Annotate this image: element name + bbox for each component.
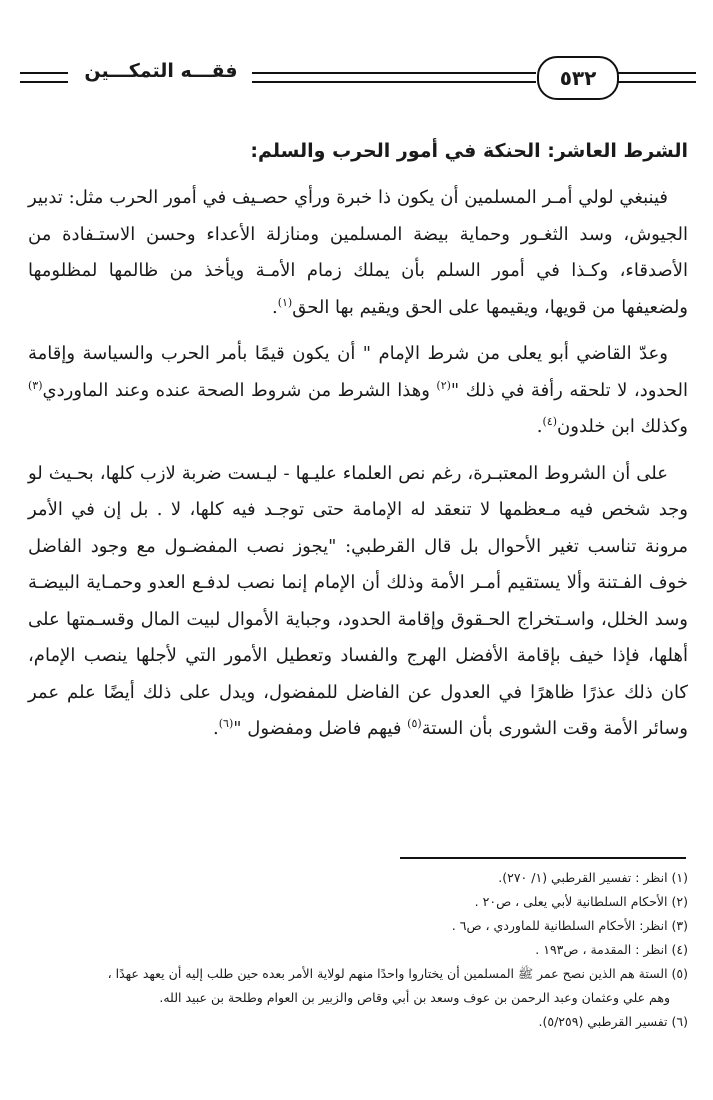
footnote-ref-4: (٤)	[542, 415, 558, 428]
paragraph-2: وعدّ القاضي أبو يعلى من شرط الإمام " أن يكون قيمًا بأمر الحرب والسياسة وإقامة الحدود، لا تلحقه رأفة في ذلك "$^{(٢)}$ وهذا الشرط من شروط الصحة عنده وعند الماوردي$^{(٣)}$ وكذلك ابن خلدون$^{(٤)}$.	[28, 343, 688, 437]
footnotes	[28, 866, 688, 1034]
section-heading: الشرط العاشر: الحنكة في أمور الحرب والسلم:	[250, 140, 688, 162]
footnote-3: (٣) انظر: الأحكام السلطانية للماوردي ، ص٦ .	[451, 918, 688, 933]
paragraph-1: فينبغي لولي أمـر المسلمين أن يكون ذا خبرة ورأي حصـيف في أمور الحرب مثل: تدبير الجيوش، وسد الثغـور وحماية بيضة المسلمين ومنازلة الأعداء وحسن الاستـفادة من الأصدقاء، وكـذا في أمور السلم بأن يملك زمام الأمـة ويأخذ من ظالمها لمظلومها ولضعيفها من قويها، ويقيمها على الحق ويقيم بها الحق$^{(١)}$.	[28, 187, 688, 318]
main-text	[28, 134, 688, 758]
footnote-1: (١) انظر : تفسير القرطبي (١/ ٢٧٠).	[498, 870, 688, 885]
footnote-5-continued: وهم علي وعثمان وعبد الرحمن بن عوف وسعد بن أبي وقاص والزبير بن العوام وطلحة بن عبيد الله.	[159, 990, 670, 1005]
footnote-2: (٢) الأحكام السلطانية لأبي يعلى ، ص٢٠ .	[474, 894, 688, 909]
paragraph-1-text: فينبغي لولي أمـر المسلمين أن يكون ذا خبرة ورأي حصـيف في أمور الحرب مثل: تدبير الجيوش، وسد الثغـور وحماية بيضة المسلمين ومنازلة الأعداء وحسن الاستـفادة من الأصدقاء، وكـذا في أمور السلم بأن يملك زمام الأمـة ويأخذ من ظالمها لمظلومها ولضعيفها من قويها، ويقيمها على الحق ويقيم بها الحق	[28, 187, 688, 318]
paragraph-2-mid2: وكذلك ابن خلدون	[557, 416, 688, 437]
footnote-ref-2: (٢)	[436, 378, 451, 392]
paragraph-3-text: على أن الشروط المعتبـرة، رغم نص العلماء عليـها - ليـست ضربة لازب كلها، بحـيث لو وجد شخص فيه مـعظمها لا تنعقد له الإمامة حتى توجـد فيه كلها، لا . بل إن في الأمر مرونة تناسب تغير الأحوال بل قال القرطبي: "يجوز نصب المفضـول مع وجود الفاضل خوف الفـتنة وألا يستقيم أمـر الأمة وذلك أن الإمام إنما نصب لدفـع العدو وحمـاية البيضـة وسد الخلل، واسـتخراج الحـقوق وإقامة الحدود، وجباية الأموال لبيت المال وقسـمتها على أهلها، فإذا خيف بإقامة الأفضل الهرج والفساد وتعطيل الأمور التي لأجلها ينصب الإمام، كان ذلك عذرًا ظاهرًا في العدول عن الفاضل للمفضول، ويدل على ذلك أيضًا علم عمر وسائر الأمة وقت الشورى بأن الستة	[28, 462, 688, 739]
footnote-ref-1: (١)	[277, 295, 293, 309]
footnote-4: (٤) انظر : المقدمة ، ص١٩٣ .	[535, 942, 688, 957]
footnote-divider	[400, 857, 686, 859]
header-rule-left	[20, 72, 68, 83]
header-rule-middle	[252, 72, 536, 83]
paragraph-3: على أن الشروط المعتبـرة، رغم نص العلماء عليـها - ليـست ضربة لازب كلها، بحـيث لو وجد شخص فيه مـعظمها لا تنعقد له الإمامة حتى توجـد فيه كلها، لا . بل إن في الأمر مرونة تناسب تغير الأحوال بل قال القرطبي: "يجوز نصب المفضـول مع وجود الفاضل خوف الفـتنة وألا يستقيم أمـر الأمة وذلك أن الإمام إنما نصب لدفـع العدو وحمـاية البيضـة وسد الخلل، واسـتخراج الحـقوق وإقامة الحدود، وجباية الأموال لبيت المال وقسـمتها على أهلها، فإذا خيف بإقامة الأفضل الهرج والفساد وتعطيل الأمور التي لأجلها ينصب الإمام، كان ذلك عذرًا ظاهرًا في العدول عن الفاضل للمفضول، ويدل على ذلك أيضًا علم عمر وسائر الأمة وقت الشورى بأن الستة$^{(٥)}$ فيهم فاضل ومفضول "$^{(٦)}$.	[28, 462, 688, 739]
footnote-6: (٦) تفسير القرطبي (٥/٢٥٩).	[538, 1014, 688, 1029]
paragraph-2-mid: وهذا الشرط من شروط الصحة عنده وعند الماوردي	[42, 379, 430, 401]
paragraph-2-text: وعدّ القاضي أبو يعلى من شرط الإمام " أن يكون قيمًا بأمر الحرب والسياسة وإقامة الحدود، لا تلحقه رأفة في ذلك "	[28, 343, 688, 401]
book-title: فقـــه التمكـــين	[84, 60, 238, 82]
footnote-ref-3: (٣)	[28, 378, 43, 392]
page-header	[20, 56, 692, 100]
footnote-5: (٥) الستة هم الذين نصح عمر ﷺ المسلمين أن يختاروا واحدًا منهم لولاية الأمر بعده حين طلب إليه أن يعهد عهدًا ،	[107, 966, 688, 981]
header-rule-right	[614, 72, 696, 83]
paragraph-3-end: فيهم فاضل ومفضول "	[233, 718, 402, 739]
footnote-ref-5: (٥)	[407, 717, 422, 730]
footnote-ref-6: (٦)	[218, 717, 234, 730]
page-number: ٥٣٢	[537, 56, 619, 100]
